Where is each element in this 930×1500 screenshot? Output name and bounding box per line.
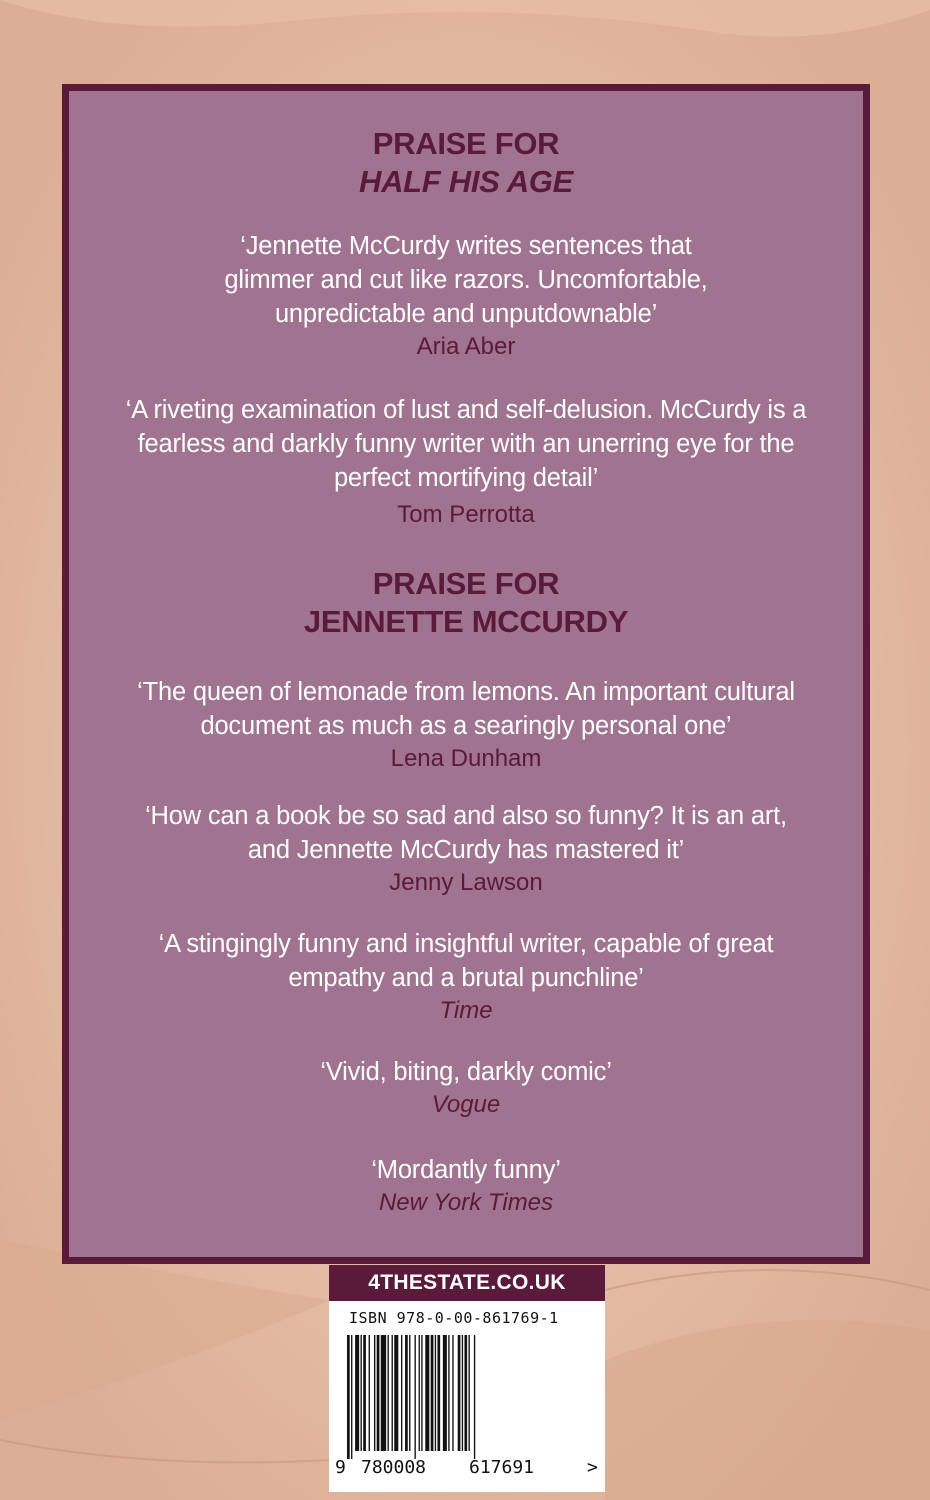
- praise-heading: [69, 565, 863, 641]
- quote-line: ‘Jennette McCurdy writes sentences that: [240, 232, 692, 260]
- ean-arrow: >: [587, 1457, 598, 1478]
- quote-line: unpredictable and unputdownable’: [274, 300, 658, 328]
- quote-line: fearless and darkly funny writer with an unerring eye for the: [137, 430, 795, 458]
- quote-line: ‘Mordantly funny’: [371, 1156, 561, 1184]
- barcode-bar: [419, 1335, 420, 1451]
- barcode-bar: [388, 1335, 389, 1451]
- barcode-bar: [421, 1335, 422, 1451]
- quote-attribution: Lena Dunham: [390, 745, 542, 772]
- heading-line: PRAISE FOR: [372, 566, 560, 601]
- quote-block: [69, 675, 863, 775]
- quote-block: [69, 1153, 863, 1219]
- quote-attribution: Jenny Lawson: [389, 869, 543, 896]
- barcode-bars: [347, 1335, 587, 1459]
- praise-heading: [69, 125, 863, 201]
- quote-attribution: Aria Aber: [416, 333, 516, 360]
- barcode-bar: [351, 1335, 352, 1459]
- barcode-bar: [431, 1335, 434, 1451]
- barcode-bar: [409, 1335, 410, 1451]
- quote-line: ‘The queen of lemonade from lemons. An important cultural: [137, 678, 795, 706]
- quote-block: [69, 927, 863, 1027]
- barcode-bar: [369, 1335, 370, 1451]
- barcode-bar: [392, 1335, 393, 1451]
- ean-first-digit: 9: [335, 1457, 346, 1478]
- isbn-label: ISBN 978-0-00-861769-1: [349, 1309, 559, 1327]
- barcode-bar: [474, 1335, 475, 1459]
- quote-line: ‘A stingingly funny and insightful writer, capable of great: [158, 930, 774, 958]
- quote-attribution: New York Times: [378, 1189, 554, 1216]
- barcode-bar: [374, 1335, 375, 1451]
- barcode-bar: [437, 1335, 440, 1451]
- quote-line: ‘How can a book be so sad and also so funny? It is an art,: [145, 802, 787, 830]
- ean-left-digits: 780008: [361, 1457, 427, 1478]
- barcode-bar: [452, 1335, 453, 1451]
- barcode-bar: [458, 1335, 461, 1451]
- barcode-bar: [401, 1335, 402, 1451]
- section-jennette-mccurdy-heading: [69, 565, 863, 641]
- praise-panel: [62, 84, 870, 1264]
- barcode-bar: [405, 1335, 408, 1451]
- quote-attribution: Time: [439, 997, 493, 1024]
- barcode-bar: [347, 1335, 350, 1459]
- barcode: [329, 1301, 605, 1492]
- barcode-bar: [462, 1335, 463, 1451]
- barcode-bar: [355, 1335, 359, 1451]
- quote-line: ‘A riveting examination of lust and self-delusion. McCurdy is a: [125, 396, 807, 424]
- barcode-bar: [394, 1335, 398, 1451]
- publisher-website: 4THESTATE.CO.UK: [329, 1265, 605, 1301]
- barcode-bar: [415, 1335, 416, 1459]
- quote-block: [69, 799, 863, 899]
- quote-line: and Jennette McCurdy has mastered it’: [247, 836, 685, 864]
- barcode-bar: [377, 1335, 380, 1451]
- barcode-bar: [469, 1335, 470, 1451]
- barcode-bar: [464, 1335, 467, 1451]
- ean-right-digits: 617691: [469, 1457, 535, 1478]
- barcode-bar: [443, 1335, 447, 1451]
- quote-block: [69, 229, 863, 363]
- barcode-bar: [363, 1335, 366, 1451]
- quote-line: document as much as a searingly personal one’: [200, 712, 732, 740]
- quote-line: empathy and a brutal punchline’: [288, 964, 644, 992]
- barcode-bar: [361, 1335, 362, 1451]
- book-title: HALF HIS AGE: [359, 164, 573, 199]
- barcode-bar: [435, 1335, 436, 1451]
- quote-attribution: Vogue: [431, 1091, 501, 1118]
- barcode-bar: [448, 1335, 449, 1451]
- quote-line: glimmer and cut like razors. Uncomfortable,: [224, 266, 708, 294]
- quote-attribution: Tom Perrotta: [397, 501, 535, 528]
- barcode-bar: [381, 1335, 386, 1451]
- quote-line: perfect mortifying detail’: [333, 464, 599, 492]
- heading-line: PRAISE FOR: [372, 126, 560, 161]
- section-half-his-age-heading: [69, 125, 863, 201]
- author-name-heading: JENNETTE MCCURDY: [303, 604, 629, 639]
- barcode-bar: [425, 1335, 429, 1451]
- quote-line: ‘Vivid, biting, darkly comic’: [320, 1058, 612, 1086]
- quote-block: [69, 393, 863, 531]
- quote-block: [69, 1055, 863, 1121]
